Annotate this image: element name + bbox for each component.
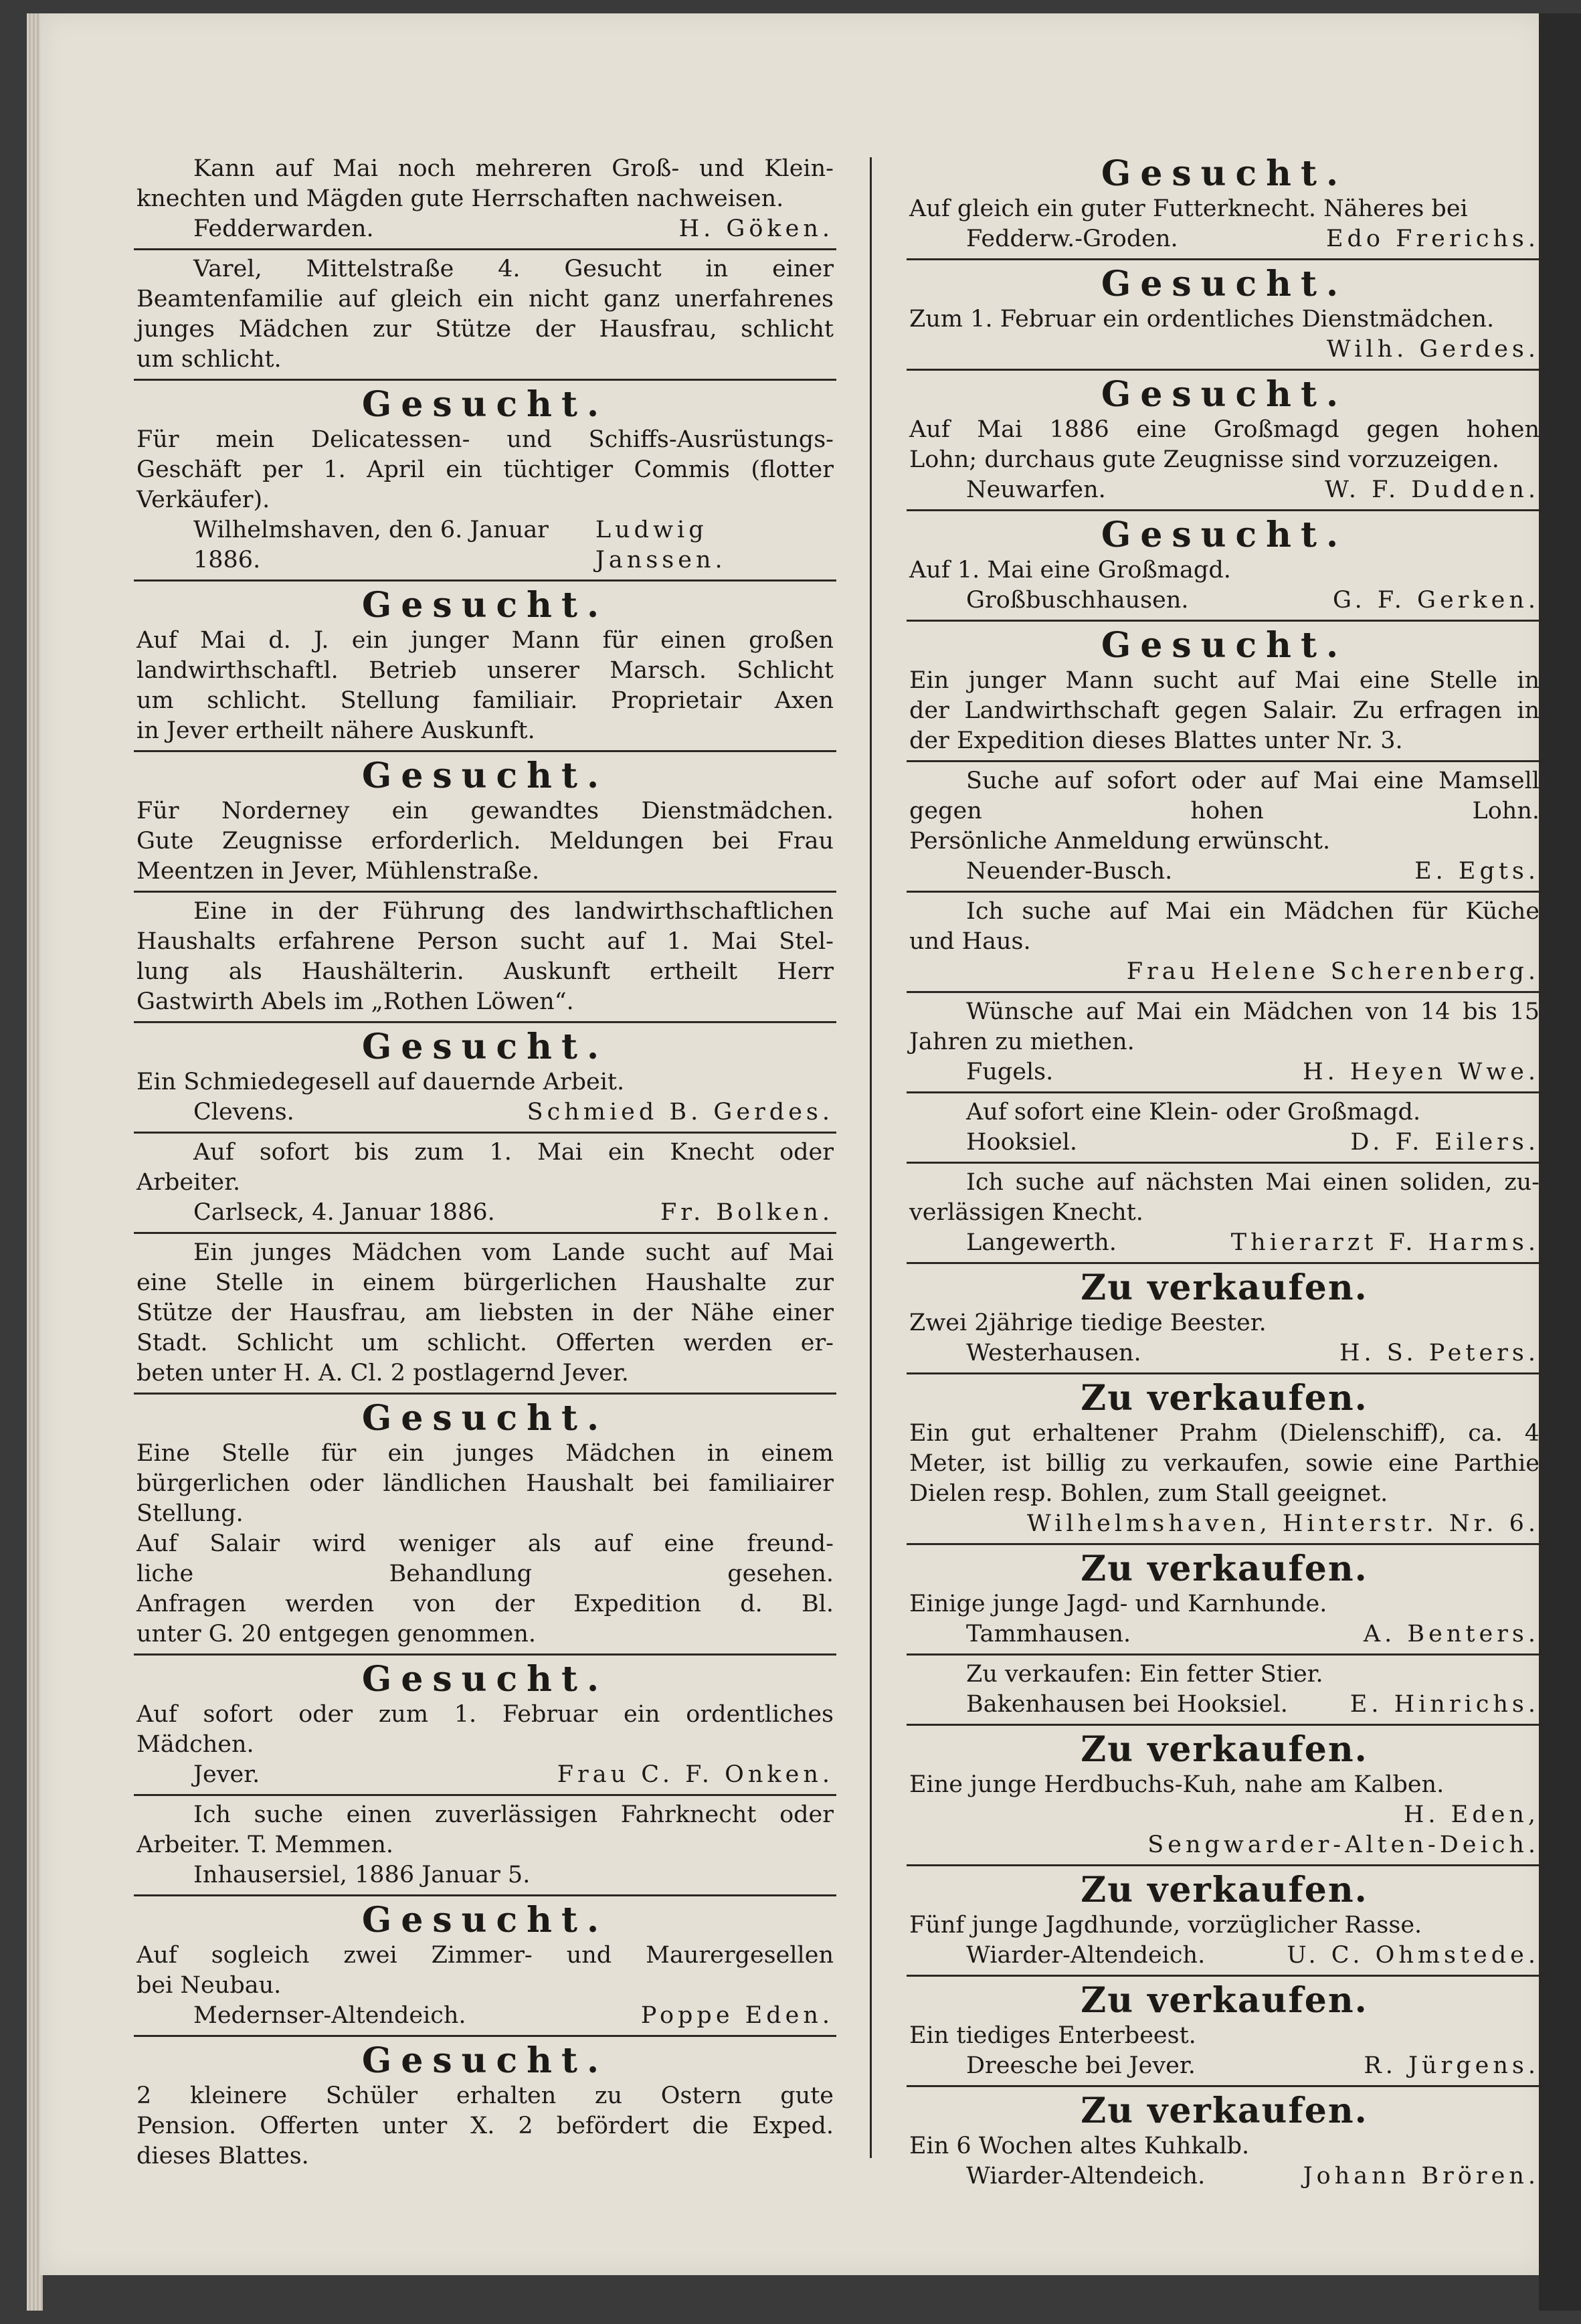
ad-heading: Zu verkaufen. — [1081, 1980, 1368, 2021]
ad-advertiser: Ludwig Janssen. — [595, 517, 727, 573]
ad-text-line: verlässigen Knecht. — [909, 1199, 1143, 1226]
ad-advertiser: A. Benters. — [1363, 1621, 1540, 1647]
ad-place: Langewerth. — [966, 1229, 1117, 1256]
ad-text-line: Eine Stelle für ein junges Mädchen in einem — [136, 1440, 834, 1467]
ad-heading: Zu verkaufen. — [1081, 1378, 1368, 1419]
advertisement — [907, 1549, 1542, 1649]
ad-text-line: Stellung. — [136, 1500, 244, 1527]
ad-text-line: Ich suche auf nächsten Mai einen soliden, zu- — [966, 1169, 1540, 1196]
ad-signature — [909, 957, 1540, 987]
advertisement — [134, 756, 836, 887]
ad-separator-rule — [907, 1543, 1542, 1545]
advertisement — [907, 997, 1542, 1087]
ad-separator-rule — [907, 1864, 1542, 1866]
ad-separator-rule — [907, 369, 1542, 371]
ad-heading: Zu verkaufen. — [1081, 1729, 1368, 1770]
ad-place: Neuwarfen. — [966, 476, 1106, 503]
ad-text-line: Meter, ist billig zu verkaufen, sowie eine Parthie — [909, 1450, 1540, 1477]
ad-signature — [909, 1619, 1540, 1649]
ad-heading: Gesucht. — [361, 2040, 609, 2081]
ad-heading: Zu verkaufen. — [1081, 1870, 1368, 1910]
ad-separator-rule — [134, 1794, 836, 1796]
ad-text-line: Dielen resp. Bohlen, zum Stall geeignet. — [909, 1480, 1388, 1507]
ad-text-line: Arbeiter. — [136, 1169, 241, 1196]
ad-signature — [909, 475, 1540, 505]
ad-place: Neuender-Busch. — [966, 858, 1173, 885]
ad-text-line: Varel, Mittelstraße 4. Gesucht in einer — [193, 256, 834, 282]
ad-text-line: Gute Zeugnisse erforderlich. Meldungen bei Frau — [136, 828, 834, 855]
ad-place: Inhausersiel, 1886 Januar 5. — [193, 1862, 531, 1888]
ad-heading: Gesucht. — [1101, 625, 1348, 666]
ad-signature — [909, 1690, 1540, 1720]
advertisement — [134, 586, 836, 746]
ad-separator-rule — [907, 891, 1542, 893]
advertisement — [907, 1870, 1542, 1971]
ad-heading: Gesucht. — [361, 1900, 609, 1941]
ad-text-line: Verkäufer). — [136, 486, 270, 513]
ad-signature — [136, 1860, 834, 1890]
ad-advertiser: Frau Helene Scherenberg. — [1126, 958, 1540, 985]
advertisement — [134, 1399, 836, 1649]
ad-text-line: Ich suche einen zuverlässigen Fahrknecht oder — [193, 1801, 834, 1828]
ad-text-line: bürgerlichen oder ländlichen Haushalt bei familiairer — [136, 1470, 834, 1497]
ad-heading: Gesucht. — [1101, 515, 1348, 555]
ad-text-line: Auf 1. Mai eine Großmagd. — [909, 557, 1231, 584]
ad-separator-rule — [134, 750, 836, 752]
advertisement — [134, 154, 836, 244]
ad-place: Clevens. — [193, 1099, 294, 1126]
ad-separator-rule — [907, 1091, 1542, 1093]
ad-text-line: Für Norderney ein gewandtes Dienstmädchen. — [136, 798, 834, 824]
ad-signature — [909, 2161, 1540, 2192]
ad-advertiser: E. Hinrichs. — [1350, 1691, 1540, 1718]
ad-text-line: lung als Haushälterin. Auskunft ertheilt Herr — [136, 958, 834, 985]
ad-text-line: Fünf junge Jagdhunde, vorzüglicher Rasse. — [909, 1912, 1422, 1939]
ad-text-line: Suche auf sofort oder auf Mai eine Mamsell — [966, 768, 1540, 794]
ad-text-line: unter G. 20 entgegen genommen. — [136, 1621, 537, 1647]
advertisement — [134, 385, 836, 575]
ad-separator-rule — [907, 2085, 1542, 2087]
ad-signature — [909, 1338, 1540, 1368]
ad-text-line: Zu verkaufen: Ein fetter Stier. — [966, 1661, 1323, 1688]
ad-text-line: Auf sogleich zwei Zimmer- und Maurergesellen — [136, 1942, 834, 1969]
advertisement — [134, 1900, 836, 2031]
ad-text-line: dieses Blattes. — [136, 2143, 309, 2169]
ad-signature — [909, 1228, 1540, 1258]
ad-text-line: Eine in der Führung des landwirthschaftlichen — [193, 898, 834, 925]
ad-text-line: bei Neubau. — [136, 1972, 282, 1999]
ad-separator-rule — [907, 258, 1542, 260]
ad-text-line: Auf Mai 1886 eine Großmagd gegen hohen — [909, 416, 1540, 443]
ad-place: Fedderw.-Groden. — [966, 226, 1178, 252]
ad-advertiser: Schmied B. Gerdes. — [527, 1099, 834, 1126]
ad-text-line: Auf Mai d. J. ein junger Mann für einen großen — [136, 627, 834, 654]
advertisement — [907, 766, 1542, 887]
ad-heading: Gesucht. — [361, 585, 609, 626]
ad-place: Medernser-Altendeich. — [193, 2002, 466, 2029]
ad-text-line: in Jever ertheilt nähere Auskunft. — [136, 717, 535, 744]
ad-text-line: Ich suche auf Mai ein Mädchen für Küche — [966, 898, 1540, 925]
ad-text-line: Auf sofort bis zum 1. Mai ein Knecht oder — [193, 1139, 834, 1166]
ad-separator-rule — [134, 1132, 836, 1134]
ad-separator-rule — [907, 1975, 1542, 1977]
ad-text-line: Meentzen in Jever, Mühlenstraße. — [136, 858, 540, 885]
ad-heading: Zu verkaufen. — [1081, 1548, 1368, 1589]
advertisement — [907, 375, 1542, 505]
ad-signature — [909, 335, 1540, 365]
ad-text-line: Ein 6 Wochen altes Kuhkalb. — [909, 2133, 1250, 2159]
ad-text-line: junges Mädchen zur Stütze der Hausfrau, schlicht — [136, 316, 834, 343]
advertisement — [134, 1238, 836, 1389]
ad-advertiser: H. S. Peters. — [1339, 1340, 1540, 1366]
ad-text-line: liche Behandlung gesehen. — [136, 1560, 834, 1587]
ad-advertiser: H. Heyen Wwe. — [1303, 1059, 1540, 1085]
ad-signature — [909, 1057, 1540, 1087]
ad-text-line: Geschäft per 1. April ein tüchtiger Commis (flotter — [136, 456, 834, 483]
advertisement — [134, 2041, 836, 2171]
ad-advertiser: D. F. Eilers. — [1350, 1129, 1540, 1156]
ad-place: Dreesche bei Jever. — [966, 2052, 1196, 2079]
ad-separator-rule — [907, 1262, 1542, 1264]
ad-advertiser: U. C. Ohmstede. — [1287, 1942, 1540, 1969]
ad-text-line: gegen hohen Lohn. — [909, 798, 1540, 824]
ad-advertiser: E. Egts. — [1414, 858, 1540, 885]
ad-separator-rule — [907, 1724, 1542, 1726]
ad-advertiser: H. Göken. — [678, 215, 834, 242]
ad-separator-rule — [134, 1232, 836, 1234]
ad-separator-rule — [907, 620, 1542, 622]
ad-signature — [136, 515, 834, 575]
ad-text-line: Wünsche auf Mai ein Mädchen von 14 bis 15 — [966, 998, 1540, 1025]
ad-text-line: Auf sofort eine Klein- oder Großmagd. — [966, 1099, 1421, 1126]
ad-text-line: Gastwirth Abels im „Rothen Löwen“. — [136, 988, 574, 1015]
advertisement — [134, 1027, 836, 1128]
ad-text-line: Ein tiediges Enterbeest. — [909, 2022, 1196, 2049]
column-divider — [870, 157, 872, 2158]
advertisement — [907, 1730, 1542, 1860]
ad-separator-rule — [907, 760, 1542, 762]
ad-signature — [136, 1198, 834, 1228]
ad-advertiser: Wilh. Gerdes. — [1326, 336, 1540, 363]
ad-text-line: um schlicht. — [136, 346, 282, 373]
advertisement — [907, 515, 1542, 616]
ad-place: Wiarder-Altendeich. — [966, 1942, 1206, 1969]
ad-place: Bakenhausen bei Hooksiel. — [966, 1691, 1288, 1718]
advertisement — [907, 1660, 1542, 1720]
ad-text-line: Stütze der Hausfrau, am liebsten in der Nähe einer — [136, 1300, 834, 1326]
ad-place: Tammhausen. — [966, 1621, 1131, 1647]
ad-text-line: Arbeiter. T. Memmen. — [136, 1831, 393, 1858]
ad-text-line: Auf sofort oder zum 1. Februar ein ordentliches — [136, 1701, 834, 1728]
ad-signature — [909, 1128, 1540, 1158]
ad-separator-rule — [907, 1372, 1542, 1374]
ad-advertiser: H. Eden, — [1403, 1801, 1540, 1828]
ad-text-line: Stadt. Schlicht um schlicht. Offerten werden er- — [136, 1330, 834, 1356]
ad-text-line: Haushalts erfahrene Person sucht auf 1. Mai Stel- — [136, 928, 834, 955]
ad-separator-rule — [134, 248, 836, 250]
scan-background-edge — [1539, 13, 1581, 2311]
ad-place: Wiarder-Altendeich. — [966, 2163, 1206, 2189]
ad-separator-rule — [907, 1162, 1542, 1164]
ad-advertiser: Edo Frerichs. — [1325, 226, 1540, 252]
ad-separator-rule — [907, 1653, 1542, 1656]
ad-text-line: und Haus. — [909, 928, 1031, 955]
ad-heading: Gesucht. — [361, 1659, 609, 1700]
ad-heading: Gesucht. — [361, 1026, 609, 1067]
ad-separator-rule — [134, 379, 836, 381]
advertisement — [907, 2091, 1542, 2192]
ad-advertiser: Johann Brören. — [1303, 2163, 1540, 2189]
advertisement — [907, 1378, 1542, 1539]
ad-separator-rule — [134, 1894, 836, 1896]
ad-text-line: Für mein Delicatessen- und Schiffs-Ausrüstungs- — [136, 426, 834, 453]
ad-text-line: knechten und Mägden gute Herrschaften nachweisen. — [136, 185, 784, 212]
ad-place: Großbuschhausen. — [966, 587, 1189, 614]
ad-signature — [909, 1509, 1540, 1539]
ad-separator-rule — [134, 579, 836, 582]
ad-signature — [136, 1097, 834, 1128]
ad-signature — [136, 214, 834, 244]
ad-text-line: Ein Schmiedegesell auf dauernde Arbeit. — [136, 1069, 625, 1095]
ad-heading: Gesucht. — [361, 755, 609, 796]
ad-text-line: 2 kleinere Schüler erhalten zu Ostern gute — [136, 2082, 834, 2109]
advertisement — [907, 1268, 1542, 1368]
ad-place: Westerhausen. — [966, 1340, 1141, 1366]
ad-separator-rule — [134, 1393, 836, 1395]
ad-signature — [909, 1941, 1540, 1971]
ad-text-line: Mädchen. — [136, 1731, 254, 1758]
ad-signature — [909, 2051, 1540, 2081]
ad-signature — [909, 224, 1540, 254]
advertisement — [907, 897, 1542, 987]
ad-advertiser: Frau C. F. Onken. — [557, 1761, 834, 1788]
ad-separator-rule — [134, 1653, 836, 1656]
ad-text-line: Ein junger Mann sucht auf Mai eine Stelle in — [909, 667, 1540, 694]
advertisement — [907, 154, 1542, 254]
ad-text-line: Zum 1. Februar ein ordentliches Dienstmädchen. — [909, 306, 1495, 333]
ad-text-line: Persönliche Anmeldung erwünscht. — [909, 828, 1331, 855]
ad-text-line: Einige junge Jagd- und Karnhunde. — [909, 1591, 1327, 1617]
ad-separator-rule — [907, 509, 1542, 511]
advertisement — [907, 264, 1542, 365]
ad-address: Sengwarder-Alten-Deich. — [1147, 1831, 1540, 1858]
ad-text-line: Lohn; durchaus gute Zeugnisse sind vorzuzeigen. — [909, 446, 1499, 473]
ad-text-line: um schlicht. Stellung familiair. Proprietair Axen — [136, 687, 834, 714]
ad-separator-rule — [134, 2035, 836, 2037]
ad-heading: Gesucht. — [1101, 374, 1348, 415]
ad-text-line: Auf Salair wird weniger als auf eine freund- — [136, 1530, 834, 1557]
ad-heading: Gesucht. — [361, 1398, 609, 1439]
advertisement — [134, 254, 836, 375]
ad-signature — [909, 857, 1540, 887]
ad-signature — [909, 1800, 1540, 1830]
ad-text-line: Anfragen werden von der Expedition d. Bl. — [136, 1591, 834, 1617]
ad-heading: Gesucht. — [1101, 154, 1348, 194]
ad-text-line: Pension. Offerten unter X. 2 befördert die Exped. — [136, 2113, 834, 2139]
ad-text-line: Eine junge Herdbuchs-Kuh, nahe am Kalben. — [909, 1771, 1445, 1798]
ad-place: Wilhelmshaven, den 6. Januar 1886. — [193, 517, 549, 573]
ad-text-line: eine Stelle in einem bürgerlichen Haushalte zur — [136, 1269, 834, 1296]
ad-place: Fugels. — [966, 1059, 1054, 1085]
ad-heading: Zu verkaufen. — [1081, 2090, 1368, 2131]
advertisement — [907, 1981, 1542, 2081]
advertisement — [907, 626, 1542, 756]
ad-text-line: beten unter H. A. Cl. 2 postlagernd Jever. — [136, 1360, 629, 1387]
advertisement — [907, 1168, 1542, 1258]
ad-text-line: Ein gut erhaltener Prahm (Dielenschiff), ca. 4 — [909, 1420, 1540, 1447]
ad-separator-rule — [134, 1021, 836, 1023]
ad-text-line: landwirthschaftl. Betrieb unserer Marsch. Schlicht — [136, 657, 834, 684]
advertisement — [134, 1138, 836, 1228]
ad-advertiser: W. F. Dudden. — [1325, 476, 1540, 503]
ad-signature — [909, 586, 1540, 616]
advertisement — [907, 1097, 1542, 1158]
ad-advertiser: G. F. Gerken. — [1332, 587, 1540, 614]
ad-text-line: Jahren zu miethen. — [909, 1029, 1135, 1055]
ad-heading: Gesucht. — [361, 384, 609, 425]
ad-place: Hooksiel. — [966, 1129, 1078, 1156]
ad-advertiser: R. Jürgens. — [1364, 2052, 1540, 2079]
ad-text-line: Zwei 2jährige tiedige Beester. — [909, 1310, 1267, 1336]
ad-advertiser: Wilhelmshaven, Hinterstr. Nr. 6. — [1026, 1510, 1540, 1537]
ad-text-line: Ein junges Mädchen vom Lande sucht auf Mai — [193, 1239, 834, 1266]
ad-text-line: der Landwirthschaft gegen Salair. Zu erfragen in — [909, 697, 1540, 724]
advertisement — [134, 1660, 836, 1790]
ad-place: Carlseck, 4. Januar 1886. — [193, 1199, 495, 1226]
advertisement — [134, 897, 836, 1017]
ad-advertiser: Thierarzt F. Harms. — [1230, 1229, 1540, 1256]
ad-separator-rule — [134, 891, 836, 893]
ad-place: Jever. — [193, 1761, 260, 1788]
right-column — [907, 154, 1542, 2192]
ad-text-line: Auf gleich ein guter Futterknecht. Näheres bei — [909, 195, 1468, 222]
ad-place: Fedderwarden. — [193, 215, 374, 242]
ad-text-line: Beamtenfamilie auf gleich ein nicht ganz unerfahrenes — [136, 286, 834, 312]
left-column — [134, 154, 836, 2171]
ad-signature — [136, 1760, 834, 1790]
ad-text-line: der Expedition dieses Blattes unter Nr. 3. — [909, 727, 1403, 754]
ad-separator-rule — [907, 991, 1542, 993]
ad-heading: Zu verkaufen. — [1081, 1267, 1368, 1308]
ad-advertiser: Poppe Eden. — [640, 2002, 834, 2029]
ad-advertiser: Fr. Bolken. — [660, 1199, 834, 1226]
ad-signature-extra — [909, 1830, 1540, 1860]
advertisement — [134, 1800, 836, 1890]
ad-signature — [136, 2001, 834, 2031]
ad-text-line: Kann auf Mai noch mehreren Groß- und Klein- — [193, 155, 834, 182]
ad-heading: Gesucht. — [1101, 264, 1348, 304]
